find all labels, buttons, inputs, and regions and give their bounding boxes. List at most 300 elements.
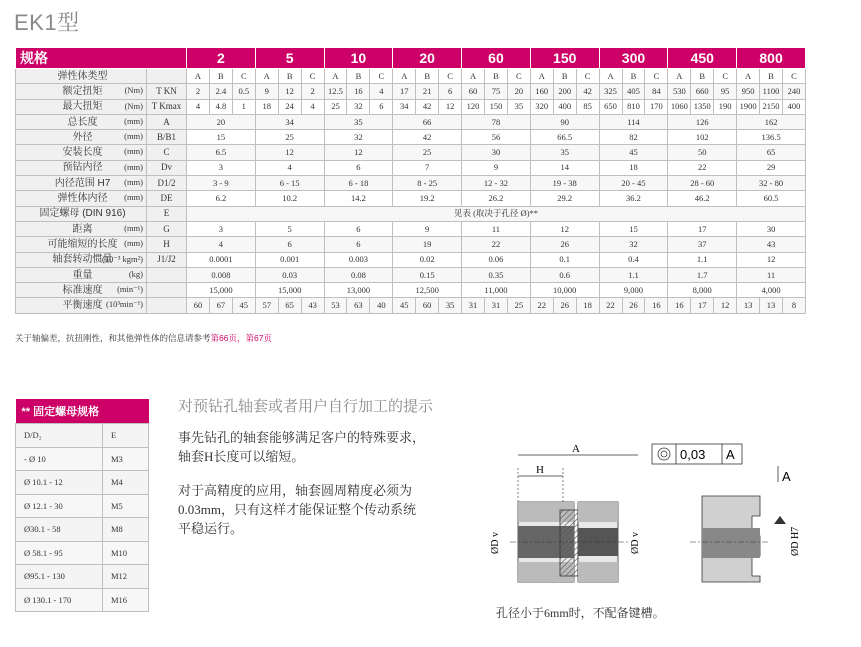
spec-row <box>16 237 806 252</box>
table-cell: 24 <box>278 99 301 114</box>
row-label-text: 标准速度 <box>62 284 103 296</box>
table-cell: 10.2 <box>255 191 324 206</box>
row-symbol: G <box>147 221 187 236</box>
table-cell: 30 <box>737 221 806 236</box>
row-unit: (mm) <box>124 192 143 203</box>
table-cell: 28 - 60 <box>668 176 737 191</box>
table-cell: 8 <box>782 298 805 313</box>
dim-h-label: H <box>536 464 544 476</box>
table-cell: 75 <box>484 84 507 99</box>
spec-row <box>16 145 806 160</box>
nut-header-d: D/D₂ <box>16 424 103 448</box>
table-cell: 31 <box>484 298 507 313</box>
table-cell: 0.02 <box>393 252 462 267</box>
nut-row <box>16 447 149 471</box>
row-symbol <box>147 283 187 298</box>
row-label <box>16 237 147 252</box>
table-cell: 6 - 18 <box>324 176 393 191</box>
table-cell: 45 <box>393 298 416 313</box>
row-unit: (mm) <box>124 115 143 126</box>
table-cell: 20 - 45 <box>599 176 668 191</box>
row-symbol: D1/2 <box>147 176 187 191</box>
row-symbol: T Kmax <box>147 99 187 114</box>
table-cell: 21 <box>416 84 439 99</box>
row-symbol: B/B1 <box>147 130 187 145</box>
table-cell: 190 <box>714 99 737 114</box>
table-cell: 102 <box>668 130 737 145</box>
table-cell: C <box>507 69 530 84</box>
table-cell: 35 <box>439 298 462 313</box>
size-header: 5 <box>255 48 324 69</box>
table-cell: 37 <box>668 237 737 252</box>
size-header: 800 <box>737 48 806 69</box>
table-cell: 8,000 <box>668 283 737 298</box>
table-cell: 32 <box>347 99 370 114</box>
datum-ref: A <box>782 469 791 484</box>
table-cell: 12 <box>530 221 599 236</box>
table-cell: 114 <box>599 114 668 129</box>
table-cell: 16 <box>347 84 370 99</box>
table-cell: 29 <box>737 160 806 175</box>
table-cell: 43 <box>301 298 324 313</box>
spec-row <box>16 191 806 206</box>
table-cell: 4 <box>187 237 256 252</box>
table-cell: B <box>416 69 439 84</box>
table-cell: 0.08 <box>324 267 393 282</box>
row-symbol: E <box>147 206 187 221</box>
row-label-text: 可能缩短的长度 <box>47 238 118 250</box>
table-cell: 12 <box>439 99 462 114</box>
table-cell: 31 <box>462 298 485 313</box>
table-cell: 325 <box>599 84 622 99</box>
spec-table <box>15 47 806 314</box>
table-cell: 0.35 <box>462 267 531 282</box>
table-cell: 11 <box>462 221 531 236</box>
table-cell: 56 <box>462 130 531 145</box>
size-header: 20 <box>393 48 462 69</box>
table-cell: 60 <box>416 298 439 313</box>
table-cell: 15 <box>187 130 256 145</box>
table-cell: B <box>622 69 645 84</box>
table-cell: 660 <box>691 84 714 99</box>
nut-spec-table <box>15 399 149 612</box>
row-unit: (Nm) <box>124 100 143 111</box>
table-cell: 6 <box>324 237 393 252</box>
table-cell: 32 <box>599 237 668 252</box>
hint-heading: 对预钻孔轴套或者用户自行加工的提示 <box>178 398 434 415</box>
table-cell: 2.4 <box>209 84 232 99</box>
row-label <box>16 114 147 129</box>
table-cell: 4.8 <box>209 99 232 114</box>
table-cell: C <box>301 69 324 84</box>
table-cell: 10,000 <box>530 283 599 298</box>
hint-paragraph-1 <box>178 428 458 466</box>
table-cell: 150 <box>484 99 507 114</box>
nut-row <box>16 518 149 542</box>
table-cell: 136.5 <box>737 130 806 145</box>
table-cell: 650 <box>599 99 622 114</box>
table-cell: 11 <box>737 267 806 282</box>
table-cell: 12 <box>737 252 806 267</box>
hint-p2-line2: 0.03mm，只有这样才能保证整个传动系统 <box>178 502 416 517</box>
table-cell: 42 <box>416 99 439 114</box>
table-cell: 12.5 <box>324 84 347 99</box>
table-cell: 40 <box>370 298 393 313</box>
table-cell: 22 <box>462 237 531 252</box>
table-cell: 950 <box>737 84 760 99</box>
table-cell: 1100 <box>760 84 783 99</box>
table-cell: 35 <box>530 145 599 160</box>
table-cell: 6 <box>324 221 393 236</box>
row-label-text: 预钻内径 <box>62 162 103 174</box>
table-cell: 84 <box>645 84 668 99</box>
table-cell: 15,000 <box>187 283 256 298</box>
row-label-text: 弹性体类型 <box>57 70 108 82</box>
table-cell: 13 <box>737 298 760 313</box>
row-symbol: T KN <box>147 84 187 99</box>
table-cell: 0.03 <box>255 267 324 282</box>
row-symbol: H <box>147 237 187 252</box>
table-cell: 8 - 25 <box>393 176 462 191</box>
table-cell: 20 <box>187 114 256 129</box>
row-unit: (kg) <box>128 268 143 279</box>
spec-header-row <box>16 48 806 69</box>
table-cell: 13 <box>760 298 783 313</box>
table-cell: 12,500 <box>393 283 462 298</box>
table-cell: 32 - 80 <box>737 176 806 191</box>
table-cell: 45 <box>232 298 255 313</box>
nut-size: M8 <box>103 518 149 542</box>
row-unit: (min⁻¹) <box>117 284 143 295</box>
table-cell: A <box>255 69 278 84</box>
table-cell: 170 <box>645 99 668 114</box>
table-cell: 65 <box>737 145 806 160</box>
nut-diameter-range: Ø 12.1 - 30 <box>16 494 103 518</box>
table-cell: 60 <box>187 298 210 313</box>
row-unit: (mm) <box>124 131 143 142</box>
table-cell: 17 <box>668 221 737 236</box>
row-symbol: Dv <box>147 160 187 175</box>
table-cell: 85 <box>576 99 599 114</box>
page-title: EK1型 <box>14 10 80 35</box>
row-label <box>16 130 147 145</box>
row-label <box>16 99 147 114</box>
size-header: 2 <box>187 48 256 69</box>
spec-row <box>16 160 806 175</box>
row-label-text: 固定螺母 (DIN 916) <box>39 208 126 220</box>
table-cell: 0.4 <box>599 252 668 267</box>
nut-table-title: ** 固定螺母规格 <box>16 399 149 424</box>
row-label <box>16 176 147 191</box>
table-cell: 22 <box>530 298 553 313</box>
table-cell: 160 <box>530 84 553 99</box>
nut-row <box>16 471 149 495</box>
row-label <box>16 160 147 175</box>
nut-size: M4 <box>103 471 149 495</box>
table-cell: 46.2 <box>668 191 737 206</box>
nut-size: M5 <box>103 494 149 518</box>
table-cell: 66 <box>393 114 462 129</box>
table-cell: 9,000 <box>599 283 668 298</box>
row-unit: (mm) <box>124 161 143 172</box>
table-cell: 12 <box>324 145 393 160</box>
spec-row <box>16 84 806 99</box>
nut-diameter-range: Ø 58.1 - 95 <box>16 541 103 565</box>
table-cell: 6 - 15 <box>255 176 324 191</box>
table-cell: 5 <box>255 221 324 236</box>
row-unit: (10⁻³ kgm²) <box>102 253 143 264</box>
row-label <box>16 69 147 84</box>
table-cell: C <box>645 69 668 84</box>
table-cell: 3 <box>187 221 256 236</box>
table-cell: 6.2 <box>187 191 256 206</box>
row-label-text: 安装长度 <box>62 147 103 159</box>
table-cell: C <box>232 69 255 84</box>
table-cell: 36.2 <box>599 191 668 206</box>
spec-row <box>16 130 806 145</box>
table-cell: 13,000 <box>324 283 393 298</box>
table-cell: 20 <box>507 84 530 99</box>
row-label <box>16 84 147 99</box>
table-cell: 2 <box>187 84 210 99</box>
table-cell: 18 <box>576 298 599 313</box>
row-label-text: 弹性体内径 <box>57 193 108 205</box>
table-cell: 6 <box>439 84 462 99</box>
table-cell: 120 <box>462 99 485 114</box>
spec-header-label: 规格 <box>16 48 187 69</box>
table-cell: 1.1 <box>599 267 668 282</box>
nut-size: M10 <box>103 541 149 565</box>
spec-row <box>16 267 806 282</box>
row-label-text: 平衡速度 <box>62 300 103 312</box>
table-cell: 0.0001 <box>187 252 256 267</box>
table-cell: 14.2 <box>324 191 393 206</box>
table-cell: 78 <box>462 114 531 129</box>
row-label-text: 总长度 <box>67 116 98 128</box>
size-header: 300 <box>599 48 668 69</box>
hint-p2-line1: 对于高精度的应用，轴套圆周精度必须为 <box>178 483 413 498</box>
table-cell: 25 <box>255 130 324 145</box>
table-cell: 6 <box>255 237 324 252</box>
table-cell: A <box>737 69 760 84</box>
table-cell: A <box>393 69 416 84</box>
table-cell: B <box>278 69 301 84</box>
size-header: 60 <box>462 48 531 69</box>
table-cell: 2150 <box>760 99 783 114</box>
table-cell: 60 <box>462 84 485 99</box>
table-cell: 4 <box>255 160 324 175</box>
table-cell: 530 <box>668 84 691 99</box>
table-cell: 200 <box>553 84 576 99</box>
spec-row <box>16 252 806 267</box>
table-cell: 19 <box>393 237 462 252</box>
nut-row <box>16 494 149 518</box>
spec-row <box>16 99 806 114</box>
table-cell: 29.2 <box>530 191 599 206</box>
table-cell: 82 <box>599 130 668 145</box>
table-cell: C <box>439 69 462 84</box>
table-cell: A <box>599 69 622 84</box>
nut-size: M16 <box>103 588 149 612</box>
dim-dv-left-label: ØD v <box>490 532 501 554</box>
table-cell: 0.15 <box>393 267 462 282</box>
footnote <box>15 332 272 344</box>
table-cell: C <box>782 69 805 84</box>
table-cell: 30 <box>462 145 531 160</box>
table-cell: 6 <box>324 160 393 175</box>
table-cell: C <box>714 69 737 84</box>
table-cell: C <box>576 69 599 84</box>
nut-diameter-range: Ø30.1 - 58 <box>16 518 103 542</box>
table-cell: 18 <box>599 160 668 175</box>
table-cell: 9 <box>462 160 531 175</box>
table-cell: 11,000 <box>462 283 531 298</box>
tolerance-ref: A <box>726 447 735 462</box>
table-cell: B <box>553 69 576 84</box>
table-cell: 1350 <box>691 99 714 114</box>
table-cell: 35 <box>324 114 393 129</box>
row-label <box>16 221 147 236</box>
hub-section-diagram <box>490 436 820 596</box>
nut-row <box>16 565 149 589</box>
row-label-text: 最大扭矩 <box>62 101 103 113</box>
table-cell: A <box>530 69 553 84</box>
nut-header-e: E <box>103 424 149 448</box>
table-cell: 400 <box>782 99 805 114</box>
row-label <box>16 267 147 282</box>
table-cell: 6.5 <box>187 145 256 160</box>
table-cell: 1 <box>232 99 255 114</box>
size-header: 450 <box>668 48 737 69</box>
row-symbol <box>147 298 187 313</box>
table-cell: 0.008 <box>187 267 256 282</box>
table-cell: 22 <box>668 160 737 175</box>
spec-row <box>16 283 806 298</box>
table-cell: 90 <box>530 114 599 129</box>
table-cell: 35 <box>507 99 530 114</box>
table-cell: 26.2 <box>462 191 531 206</box>
row-label-text: 距离 <box>72 223 93 235</box>
table-cell: 0.6 <box>530 267 599 282</box>
dim-dh7-label: ØD H7 <box>790 526 801 556</box>
table-cell: 34 <box>393 99 416 114</box>
hint-p1-line1: 事先钻孔的轴套能够满足客户的特殊要求， <box>178 430 426 445</box>
nut-row <box>16 541 149 565</box>
table-cell: 12 <box>278 84 301 99</box>
table-cell: 4 <box>187 99 210 114</box>
footnote-text: 关于轴偏差，抗扭刚性，和其他弹性体的信息请参考 <box>15 333 211 343</box>
table-cell: 1060 <box>668 99 691 114</box>
table-cell: 3 - 9 <box>187 176 256 191</box>
row-symbol: J1/J2 <box>147 252 187 267</box>
row-symbol: DE <box>147 191 187 206</box>
row-label <box>16 283 147 298</box>
diagram-caption: 孔径小于6mm时，不配备键槽。 <box>496 606 665 620</box>
table-cell: 320 <box>530 99 553 114</box>
table-cell: 4,000 <box>737 283 806 298</box>
table-cell: 63 <box>347 298 370 313</box>
table-cell: 405 <box>622 84 645 99</box>
table-cell: 66.5 <box>530 130 599 145</box>
spec-row <box>16 298 806 313</box>
row-label-text: 轴套转动惯量 <box>52 254 113 266</box>
table-cell: 60.5 <box>737 191 806 206</box>
table-cell: B <box>691 69 714 84</box>
hint-p1-line2: 轴套H长度可以缩短。 <box>178 449 305 464</box>
table-cell: 45 <box>599 145 668 160</box>
table-cell: 25 <box>393 145 462 160</box>
table-cell: B <box>347 69 370 84</box>
table-cell: 1900 <box>737 99 760 114</box>
table-cell: 9 <box>393 221 462 236</box>
table-cell: 0.001 <box>255 252 324 267</box>
table-cell: 19 - 38 <box>530 176 599 191</box>
table-cell: 26 <box>530 237 599 252</box>
table-cell: 12 <box>714 298 737 313</box>
row-unit: (mm) <box>124 238 143 249</box>
row-label-text: 内径范围 H7 <box>54 177 111 189</box>
row-label <box>16 206 147 221</box>
nut-diameter-range: Ø 10.1 - 12 <box>16 471 103 495</box>
table-cell: A <box>462 69 485 84</box>
table-cell: B <box>760 69 783 84</box>
table-cell: B <box>484 69 507 84</box>
table-cell: 42 <box>576 84 599 99</box>
table-cell: 240 <box>782 84 805 99</box>
table-cell: 34 <box>255 114 324 129</box>
row-label-text: 外径 <box>72 131 93 143</box>
row-unit: (10³min⁻¹) <box>106 299 143 310</box>
table-cell: 15 <box>599 221 668 236</box>
dim-a-label: A <box>572 443 580 455</box>
nut-diameter-range: Ø 130.1 - 170 <box>16 588 103 612</box>
row-label <box>16 145 147 160</box>
table-cell: 43 <box>737 237 806 252</box>
row-label-text: 额定扭矩 <box>62 85 103 97</box>
table-cell: 126 <box>668 114 737 129</box>
table-cell: 16 <box>645 298 668 313</box>
spec-row <box>16 114 806 129</box>
table-cell: 17 <box>393 84 416 99</box>
table-cell: 1.7 <box>668 267 737 282</box>
table-cell: 15,000 <box>255 283 324 298</box>
table-cell: 26 <box>622 298 645 313</box>
table-cell: 25 <box>324 99 347 114</box>
nut-diameter-range: Ø95.1 - 130 <box>16 565 103 589</box>
nut-diameter-range: - Ø 10 <box>16 447 103 471</box>
table-cell: 3 <box>187 160 256 175</box>
table-cell: 7 <box>393 160 462 175</box>
table-cell: 17 <box>691 298 714 313</box>
row-symbol: C <box>147 145 187 160</box>
table-cell: A <box>187 69 210 84</box>
nut-size: M3 <box>103 447 149 471</box>
hint-paragraph-2 <box>178 481 458 538</box>
spec-row <box>16 206 806 221</box>
table-cell: 6 <box>370 99 393 114</box>
table-cell: 见表 (取决于孔径 Ø)** <box>187 206 806 221</box>
table-cell: 4 <box>370 84 393 99</box>
spec-row <box>16 69 806 84</box>
table-cell: A <box>324 69 347 84</box>
footnote-page-link[interactable]: 第66页，第67页 <box>210 333 272 343</box>
row-unit: (Nm) <box>124 85 143 96</box>
table-cell: 42 <box>393 130 462 145</box>
table-cell: 400 <box>553 99 576 114</box>
nut-size: M12 <box>103 565 149 589</box>
table-cell: 1.1 <box>668 252 737 267</box>
table-cell: 0.06 <box>462 252 531 267</box>
